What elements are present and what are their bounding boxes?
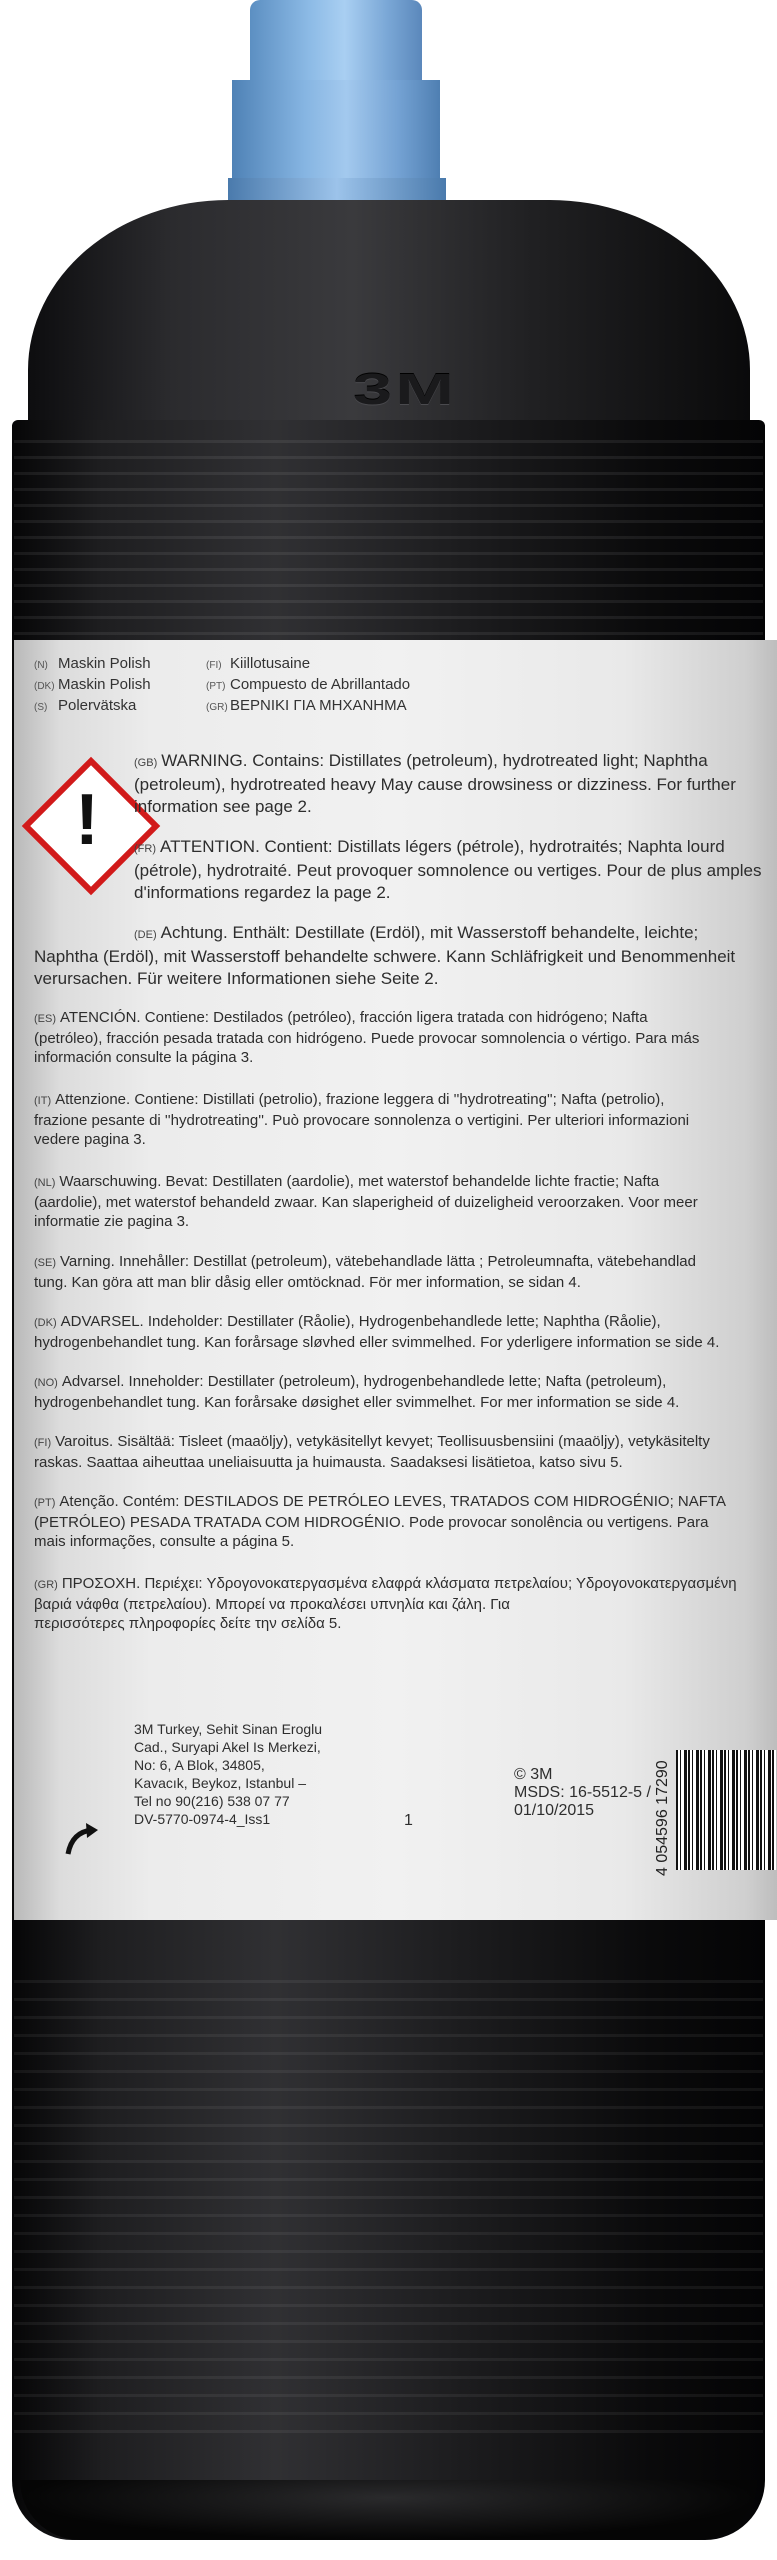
manufacturer-address: 3M Turkey, Sehit Sinan Eroglu Cad., Suryapi Akel Is Merkezi, No: 6, A Blok, 34805, Kavacık, Beykoz, Istanbul – Tel no 90(216) 538 07 77 DV-5770-0974-4_Iss1 <box>134 1721 323 1827</box>
warning-gb: (GB) WARNING. Contains: Distillates (petroleum), hydrotreated light; Naphtha (petroleum), hydrotreated heavy May cause drowsiness or dizziness. For further information see page 2. <box>134 751 736 816</box>
lang-row: (GR) ΒΕΡΝΙΚΙ ΓΙΑ ΜΗΧΑΝΗΜΑ <box>206 697 407 714</box>
back-label <box>14 640 777 1920</box>
lang-row: (PT) Compuesto de Abrillantado <box>206 676 411 693</box>
warning-dk: (DK) ADVARSEL. Indeholder: Destillater (Råolie), Hydrogenbehandlede lette; Naphtha (Råolie), hydrogenbehandlet tung. Kan forårsage sløvhed eller svimmelhed. For yderligere information se side 4. <box>34 1313 720 1351</box>
warning-fr: (FR) ATTENTION. Contient: Distillats légers (pétrole), hydrotraités; Naphta lourd (pétrole), hydrotraité. Peut provoquer somnolence ou vertiges. Pour de plus amples d'informations regardez la page 2. <box>134 837 762 902</box>
bottle-grip-ribs-top <box>14 440 763 640</box>
warning-fi: (FI) Varoitus. Sisältää: Tisleet (maaöljy), vetykäsitellyt kevyet; Teollisuusbensiini (maaöljy), vetykäsitelty raskas. Saattaa aiheuttaa uneliaisuutta ja huimausta. Saadaksesi lisätietoa, katso sivu 5. <box>34 1433 710 1471</box>
msds-info: © 3M MSDS: 16-5512-5 / 01/10/2015 <box>514 1766 651 1819</box>
product-name-list-left <box>34 654 151 717</box>
warning-de: (DE) Achtung. Enthält: Destillate (Erdöl), mit Wasserstoff behandelte, leichte; Naphtha (Erdöl), mit Wasserstoff behandelte schwere. Kann Schläfrigkeit und Benommenheit verursachen. Für weitere Informationen siehe Seite 2. <box>34 923 736 988</box>
barcode-number: 4 054596 17290 <box>654 1760 671 1876</box>
lang-row: (DK) Maskin Polish <box>34 676 151 693</box>
bottle-cap-neck <box>232 80 440 190</box>
embossed-logo: 3M <box>352 365 458 414</box>
bottle-cap <box>250 0 422 88</box>
curved-arrow-icon <box>62 1820 102 1860</box>
exclamation-mark-icon: ! <box>75 780 99 860</box>
page-number: 1 <box>404 1812 413 1829</box>
lang-row: (S) Polervätska <box>34 697 137 714</box>
warning-pt: (PT) Atenção. Contém: DESTILADOS DE PETRÓLEO LEVES, TRATADOS COM HIDROGÉNIO; NAFTA (PETRÓLEO) PESADA TRATADA COM HIDROGÉNIO. Pode provocar sonolência ou vertigens. Para mais informações, consulte a página 5. <box>34 1493 726 1550</box>
warning-it: (IT) Attenzione. Contiene: Distillati (petrolio), frazione leggera di ''hydrotreating''; Nafta (petrolio), frazione pesante di ''hydrotreating''. Può provocare sonnolenza o vertigini. Per ulteriori informazioni vedere pagina 3. <box>34 1091 690 1148</box>
barcode <box>676 1750 776 1870</box>
bottle-grip-ribs-bottom <box>14 1980 763 2440</box>
warning-gr: (GR) ΠΡΟΣΟΧΗ. Περιέχει: Υδρογονοκατεργασμένα ελαφρά κλάσματα πετρελαίου; Υδρογονοκατεργασμένη βαριά νάφθα (πετρελαίου). Μπορεί να προκαλέσει υπνηλία και ζάλη. Για περισσότερες πληροφορίες δείτε την σελίδα 5. <box>34 1575 737 1632</box>
product-name-list-right <box>206 654 410 717</box>
lang-row: (N) Maskin Polish <box>34 655 151 672</box>
bottle-base <box>20 2480 757 2540</box>
lang-row: (FI) Kiillotusaine <box>206 655 311 672</box>
warning-es: (ES) ATENCIÓN. Contiene: Destilados (petróleo), fracción ligera tratada con hidrógeno; Nafta (petróleo), fracción pesada tratada con hidrógeno. Puede provocar somnolencia o vértigo. Para más información consulte la página 3. <box>34 1009 700 1066</box>
warning-no: (NO) Advarsel. Inneholder: Destillater (petroleum), hydrogenbehandlede lette; Nafta (petroleum), hydrogenbehandlet tung. Kan forårsake døsighet eller svimmelhet. For mer information se side 4. <box>34 1373 680 1411</box>
warning-nl: (NL) Waarschuwing. Bevat: Destillaten (aardolie), met waterstof behandelde lichte fractie; Nafta (aardolie), met waterstof behandeld zwaar. Kan slaperigheid of duizeligheid veroorzaken. Voor meer informatie zie pagina 3. <box>34 1173 698 1230</box>
warning-se: (SE) Varning. Innehåller: Destillat (petroleum), vätebehandlade lätta ; Petroleumnafta, vätebehandlad tung. Kan göra att man blir dåsig eller omtöcknad. För mer information, se sidan 4. <box>34 1253 696 1291</box>
